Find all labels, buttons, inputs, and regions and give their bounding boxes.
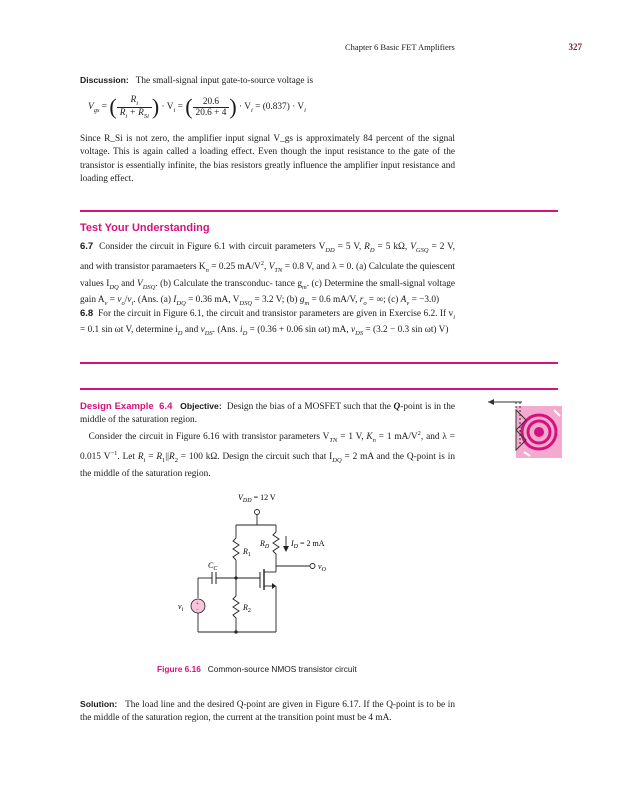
- output-node: [310, 564, 315, 569]
- r1-label: $R_1$: [243, 547, 251, 558]
- vdd-node: [255, 510, 260, 515]
- rd-resistor: [273, 532, 279, 554]
- discussion-equation: $V_{gs}$ = ( $\frac{R_i}{R_i + R_{Si}}$ ) · $V_i$ = ( $\frac{20.6}{20.6 + 4}$ ) · $V_i = (0.837) \cdot V_i$: [88, 94, 306, 120]
- vdd-label: $V_{DD} = 12$ V: [238, 493, 276, 504]
- discussion-intro: [80, 74, 455, 88]
- circuit-diagram: [160, 488, 380, 658]
- design-example-heading: Design Example 6.4 Objective: Design the bias of a MOSFET such that the Q-point is in the middle of the saturation region.: [80, 401, 455, 426]
- id-label: $I_D = 2$ mA: [291, 539, 325, 550]
- cc-label: $C_C$: [208, 561, 218, 572]
- design-example-body: Consider the circuit in Figure 6.16 with transistor parameters $V_{TN} = 1$ V, $K_n = 1$ $mA/V^2$, and λ = 0.015 $V^{-1}$. Let $R_i = R_1||R_2 = 100$ kΩ. Design the circuit such that $I_{DQ} = 2$ mA and the Q-point is in the middle of the saturation region.: [80, 430, 455, 479]
- section-rule-design: [80, 388, 558, 390]
- svg-text:+: +: [196, 602, 199, 607]
- section-rule-mid: [80, 362, 558, 364]
- solution-paragraph: Solution: The load line and the desired Q-point are given in Figure 6.17. If the Q-point is to be in the middle of the saturation region, the current at the transition point must be 4 mA.: [80, 699, 455, 724]
- tyu-title: Test Your Understanding: [80, 222, 210, 234]
- discussion-paragraph: Since R_Si is not zero, the amplifier input signal V_gs is approximately 84 percent of the signal voltage. This is again called a loading effect. Even though the input resistance to the gate of the transistor is essentially infinite, the bias resistors greatly influence the amplifier input resistance and loading effect.: [80, 134, 455, 185]
- exercise-6-8: 6.8 For the circuit in Figure 6.1, the circuit and transistor parameters are given in Exercise 6.2. If $v_i = 0.1$ sin ωt V, determine $i_D$ and $v_{DS}$. (Ans. $i_D = (0.36 + 0.06$ sin ωt) mA, $v_{DS} = (3.2 - 0.3$ sin ωt) V): [80, 308, 455, 338]
- svg-text:−: −: [196, 608, 199, 613]
- vi-label: $v_i$: [178, 602, 184, 613]
- r2-label: $R_2$: [243, 603, 251, 614]
- r2-resistor: [233, 596, 239, 618]
- figure-caption: Figure 6.16 Common-source NMOS transistor circuit: [157, 664, 357, 674]
- vo-label: $v_O$: [318, 562, 326, 573]
- exercise-6-7: 6.7 Consider the circuit in Figure 6.1 with circuit parameters $V_{DD} = 5$ V, $R_D = 5$ kΩ, $V_{GSQ} = 2$ V, and with transistor paramaeters $K_n = 0.25$ $mA/V^2$, $V_{TN} = 0.8$ V, and λ = 0. (a) Calculate the quiescent values $I_{DQ}$ and $V_{DSQ}$. (b) Calculate the transconduc- tance $g_m$. (c) Determine the small-signal voltage gain $A_v = v_o/v_i$. (Ans. (a) $I_{DQ} = 0.36$ mA, $V_{DSQ} = 3.2$ V; (b) $g_m = 0.6$ mA/V, $r_o$ = ∞; (c) $A_v = -3.0$): [80, 241, 456, 307]
- section-rule-top: [80, 210, 558, 212]
- running-header: Chapter 6 Basic FET Amplifiers: [345, 42, 455, 52]
- design-target-icon: [486, 396, 566, 464]
- page-number: 327: [568, 42, 582, 52]
- discussion-text: The small-signal input gate-to-source voltage is: [135, 76, 314, 86]
- r1-resistor: [233, 538, 239, 560]
- discussion-label: Discussion:: [80, 75, 129, 85]
- rd-label: $R_D$: [260, 539, 270, 550]
